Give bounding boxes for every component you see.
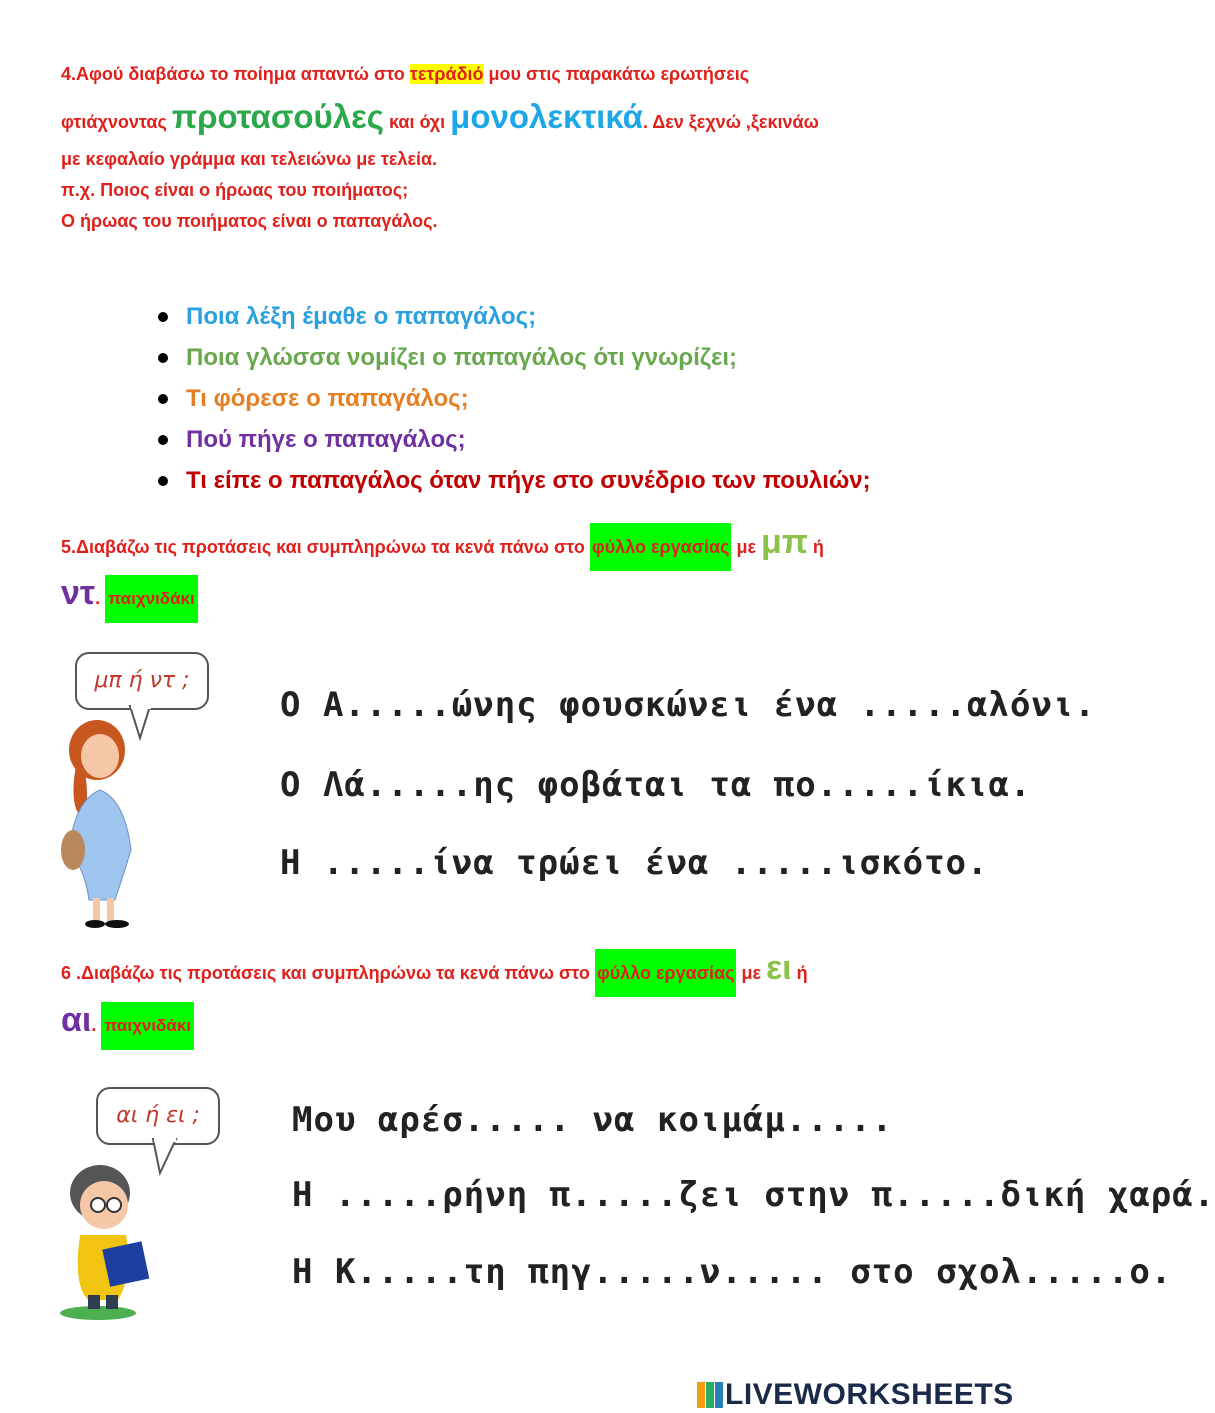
- question-item: [160, 296, 871, 337]
- task4-highlight-notebook: τετράδιό: [409, 64, 484, 84]
- task5-line1-text-a: 5.Διαβάζω τις προτάσεις και συμπληρώνω τα κενά πάνω στο: [61, 537, 590, 557]
- task6-option-ai: αι: [61, 1001, 92, 1039]
- task6-sentence[interactable]: Η Κ.....τη πηγ.....ν..... στο σχολ.....ο.: [292, 1252, 1173, 1292]
- question-text: Τι φόρεσε ο παπαγάλος;: [186, 385, 469, 412]
- task6-line2: [61, 996, 194, 1044]
- task6-dot: .: [91, 1015, 102, 1035]
- boy-icon: [58, 1085, 223, 1325]
- question-list: [160, 296, 871, 501]
- boy-illustration: [58, 1085, 223, 1325]
- question-text: Ποια γλώσσα νομίζει ο παπαγάλος ότι γνωρίζει;: [186, 344, 737, 371]
- bullet-icon: [158, 353, 168, 363]
- bullet-icon: [158, 476, 168, 486]
- task5-option-nt: ντ: [61, 574, 96, 612]
- question-item: [160, 378, 871, 419]
- task6-sentence[interactable]: Η .....ρήνη π.....ζει στην π.....δική χαρά.: [292, 1175, 1215, 1215]
- task4-line2-text-b: και όχι: [383, 112, 451, 132]
- task4-line5: Ο ήρωας του ποιήματος είναι ο παπαγάλος.: [61, 211, 438, 231]
- task5-option-mp: μπ: [761, 523, 808, 561]
- question-text: Πού πήγε ο παπαγάλος;: [186, 426, 466, 453]
- bullet-icon: [158, 312, 168, 322]
- task6-sentence[interactable]: Μου αρέσ..... να κοιμάμ.....: [292, 1100, 894, 1140]
- task4-line3: με κεφαλαίο γράμμα και τελειώνω με τελεία.: [61, 149, 438, 169]
- task4-line1-text-b: μου στις παρακάτω ερωτήσεις: [483, 64, 750, 84]
- girl-illustration: [55, 650, 215, 930]
- task6-bubble-text: αι ή ει ;: [116, 1103, 200, 1128]
- task4-line2: [61, 97, 819, 137]
- task5-line1: [61, 518, 824, 566]
- task6-line1-text-c: ή: [791, 963, 808, 983]
- task5-sentence[interactable]: Ο Λά.....ης φοβάται τα πο.....ίκια.: [280, 765, 1032, 805]
- bullet-icon: [158, 435, 168, 445]
- liveworksheets-logo-text: LIVEWORKSHEETS: [725, 1378, 1014, 1411]
- task5-dot: .: [95, 588, 106, 608]
- task4-word-oneword: μονολεκτικά: [450, 98, 643, 135]
- task4-line4: π.χ. Ποιος είναι ο ήρωας του ποιήματος;: [61, 180, 409, 200]
- task6-highlight-worksheet: φύλλο εργασίας: [595, 949, 737, 997]
- task6-line1-text-b: με: [736, 963, 767, 983]
- task4-line2-text-c: . Δεν ξεχνώ ,ξεκινάω: [642, 112, 819, 132]
- task4-line1: [61, 64, 749, 86]
- task5-line1-text-b: με: [731, 537, 762, 557]
- liveworksheets-logo: [697, 1378, 1014, 1412]
- task4-line2-text-a: φτιάχνοντας: [61, 112, 172, 132]
- task5-sentence[interactable]: Ο Α.....ώνης φουσκώνει ένα .....αλόνι.: [280, 685, 1096, 725]
- task6-option-ei: ει: [766, 949, 792, 987]
- task5-line1-text-c: ή: [807, 537, 824, 557]
- question-text: Ποια λέξη έμαθε ο παπαγάλος;: [186, 303, 537, 330]
- task5-sentence[interactable]: Η .....ίνα τρώει ένα .....ισκότο.: [280, 843, 989, 883]
- task5-highlight-worksheet: φύλλο εργασίας: [590, 523, 732, 571]
- task4-word-sentences: προτασούλες: [171, 98, 384, 135]
- bullet-icon: [158, 394, 168, 404]
- question-item: [160, 337, 871, 378]
- question-text: Τι είπε ο παπαγάλος όταν πήγε στο συνέδριο των πουλιών;: [186, 467, 871, 494]
- task6-game-link[interactable]: παιχνιδάκι: [101, 1002, 194, 1050]
- question-item: [160, 460, 871, 501]
- task5-line2: [61, 569, 198, 617]
- task6-line1: [61, 944, 808, 992]
- liveworksheets-logo-icon: [697, 1382, 723, 1408]
- task5-bubble-text: μπ ή ντ ;: [94, 668, 190, 693]
- task5-game-link[interactable]: παιχνιδάκι: [105, 575, 198, 623]
- question-item: [160, 419, 871, 460]
- girl-icon: [55, 650, 215, 930]
- task4-line1-text-a: 4.Αφού διαβάσω το ποίημα απαντώ στο: [61, 64, 410, 84]
- task6-line1-text-a: 6 .Διαβάζω τις προτάσεις και συμπληρώνω τα κενά πάνω στο: [61, 963, 595, 983]
